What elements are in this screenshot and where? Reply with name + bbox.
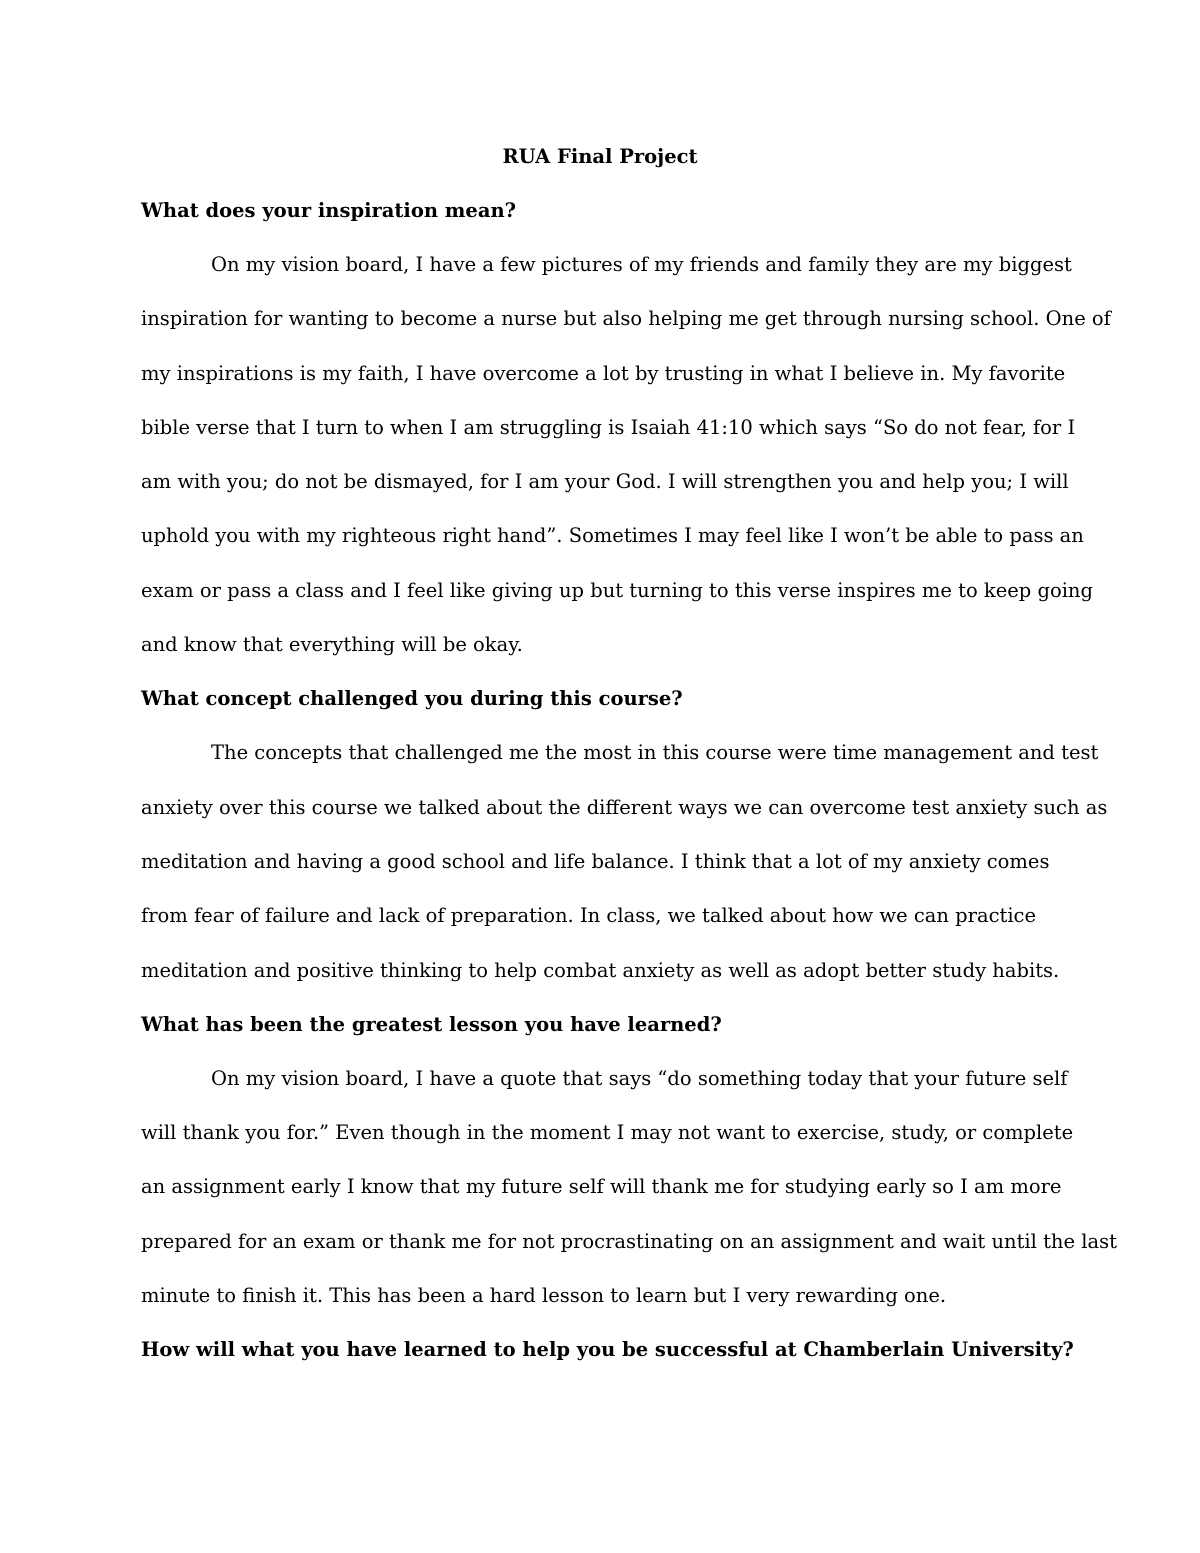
paragraph-line: On my vision board, I have a quote that says “do something today that your future self [211, 1066, 1068, 1090]
paragraph-line: will thank you for.” Even though in the moment I may not want to exercise, study, or complete [141, 1121, 1074, 1145]
section-paragraph [141, 1062, 1117, 1333]
paragraph-line: On my vision board, I have a few pictures of my friends and family they are my biggest [211, 253, 1072, 276]
paragraph-line: bible verse that I turn to when I am struggling is Isaiah 41:10 which says “So do not fear, for I [141, 415, 1076, 439]
paragraph-line: uphold you with my righteous right hand”. Sometimes I may feel like I won’t be able to pass an [141, 524, 1084, 548]
paragraph-line: from fear of failure and lack of preparation. In class, we talked about how we can practice [141, 904, 1037, 928]
paragraph-line: anxiety over this course we talked about the different ways we can overcome test anxiety such as [141, 795, 1108, 819]
document-title: RUA Final Project [502, 145, 698, 168]
section-heading: What does your inspiration mean? [141, 199, 517, 222]
paragraph-line: meditation and positive thinking to help combat anxiety as well as adopt better study habits. [141, 958, 1060, 982]
paragraph-line: and know that everything will be okay. [141, 633, 523, 657]
paragraph-line: inspiration for wanting to become a nurse but also helping me get through nursing school. One of [141, 307, 1111, 331]
section-heading: What has been the greatest lesson you have learned? [141, 1012, 722, 1036]
section-paragraph [141, 736, 1108, 1007]
paragraph-line: am with you; do not be dismayed, for I am your God. I will strengthen you and help you; I will [141, 470, 1069, 494]
paragraph-line: meditation and having a good school and life balance. I think that a lot of my anxiety comes [141, 849, 1050, 873]
paragraph-line: exam or pass a class and I feel like giving up but turning to this verse inspires me to keep going [141, 578, 1093, 602]
section-heading: How will what you have learned to help you be successful at Chamberlain University? [141, 1338, 1074, 1362]
paragraph-line: an assignment early I know that my future self will thank me for studying early so I am more [141, 1175, 1062, 1199]
section-heading: What concept challenged you during this course? [141, 687, 683, 711]
document-body [141, 194, 1117, 1387]
section-paragraph [141, 248, 1111, 682]
paragraph-line: The concepts that challenged me the most in this course were time management and test [211, 741, 1099, 765]
paragraph-line: prepared for an exam or thank me for not procrastinating on an assignment and wait until the last [141, 1229, 1117, 1253]
paragraph-line: my inspirations is my faith, I have overcome a lot by trusting in what I believe in. My favorite [141, 361, 1066, 385]
paragraph-line: minute to finish it. This has been a hard lesson to learn but I very rewarding one. [141, 1284, 947, 1308]
